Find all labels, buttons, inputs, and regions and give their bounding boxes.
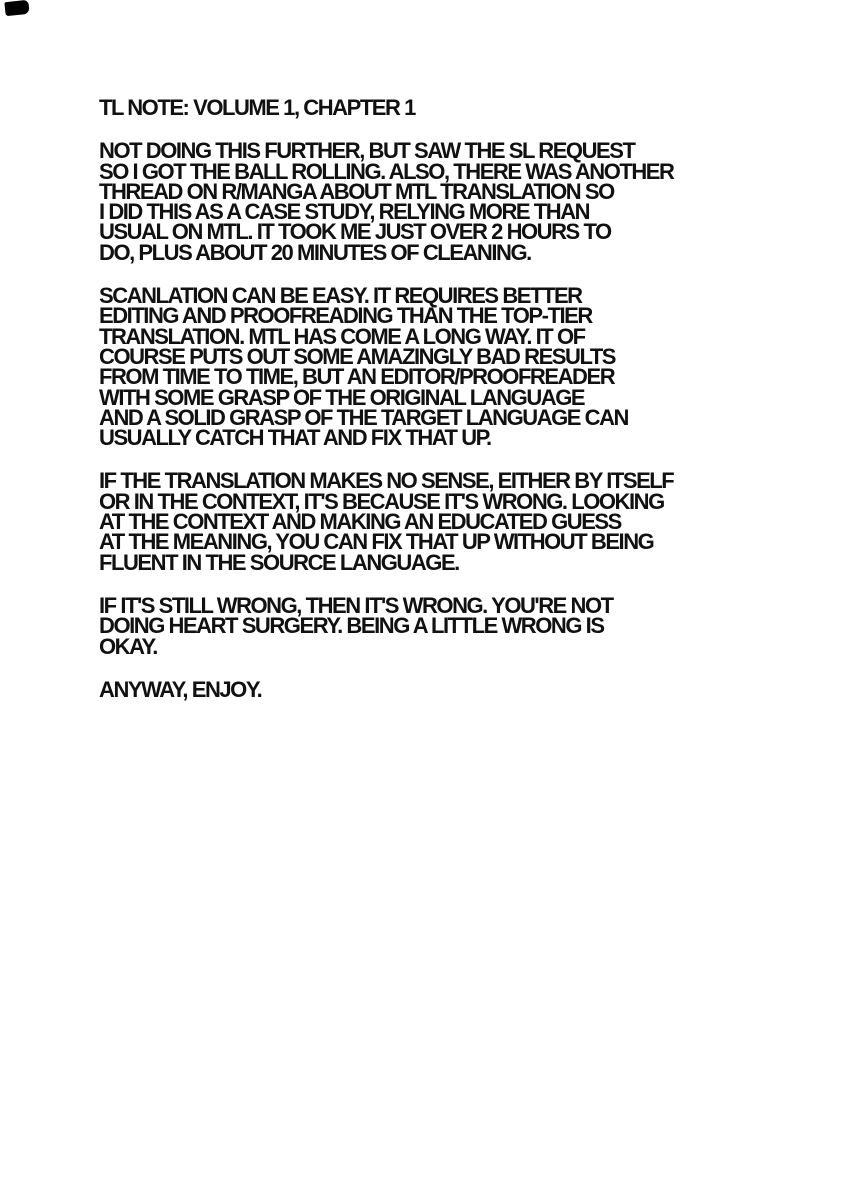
text-line: IF IT'S STILL WRONG, THEN IT'S WRONG. YOU'RE NOT [99, 592, 613, 618]
text-line: ANYWAY, ENJOY. [99, 676, 262, 702]
text-line: WITH SOME GRASP OF THE ORIGINAL LANGUAGE [99, 384, 585, 410]
tl-note-paragraph [99, 676, 799, 702]
tl-note-title: TL NOTE: VOLUME 1, CHAPTER 1 [99, 95, 415, 120]
tl-note-paragraph [99, 138, 799, 265]
tl-note-body [99, 138, 799, 702]
text-line: IF THE TRANSLATION MAKES NO SENSE, EITHER BY ITSELF [99, 468, 674, 494]
text-line: FROM TIME TO TIME, BUT AN EDITOR/PROOFREADER [99, 364, 615, 390]
text-line: AT THE MEANING, YOU CAN FIX THAT UP WITHOUT BEING [99, 529, 654, 555]
text-line: NOT DOING THIS FURTHER, BUT SAW THE SL REQUEST [99, 138, 635, 164]
text-line: DO, PLUS ABOUT 20 MINUTES OF CLEANING. [99, 239, 531, 265]
tl-note-paragraph [99, 468, 799, 575]
text-line: EDITING AND PROOFREADING THAN THE TOP-TIER [99, 303, 592, 329]
text-line: USUALLY CATCH THAT AND FIX THAT UP. [99, 425, 491, 451]
text-line: AND A SOLID GRASP OF THE TARGET LANGUAGE CAN [99, 404, 628, 430]
text-line: OR IN THE CONTEXT, IT'S BECAUSE IT'S WRONG. LOOKING [99, 488, 664, 514]
text-line: AT THE CONTEXT AND MAKING AN EDUCATED GUESS [99, 509, 621, 535]
text-line: OKAY. [99, 633, 157, 659]
text-line: I DID THIS AS A CASE STUDY, RELYING MORE THAN [99, 199, 590, 225]
text-line: FLUENT IN THE SOURCE LANGUAGE. [99, 549, 459, 575]
text-line: DOING HEART SURGERY. BEING A LITTLE WRONG IS [99, 613, 604, 639]
text-line: SO I GOT THE BALL ROLLING. ALSO, THERE WAS ANOTHER [99, 158, 674, 184]
tl-note-paragraph [99, 283, 799, 451]
text-line: SCANLATION CAN BE EASY. IT REQUIRES BETTER [99, 283, 582, 309]
text-line: THREAD ON R/MANGA ABOUT MTL TRANSLATION SO [99, 178, 614, 204]
scan-artifact-mark [4, 0, 29, 16]
tl-note-paragraph [99, 592, 799, 659]
text-line: COURSE PUTS OUT SOME AMAZINGLY BAD RESULTS [99, 343, 616, 369]
text-line: TRANSLATION. MTL HAS COME A LONG WAY. IT OF [99, 323, 585, 349]
tl-note-text-block [99, 95, 799, 723]
text-line: USUAL ON MTL. IT TOOK ME JUST OVER 2 HOURS TO [99, 219, 611, 245]
